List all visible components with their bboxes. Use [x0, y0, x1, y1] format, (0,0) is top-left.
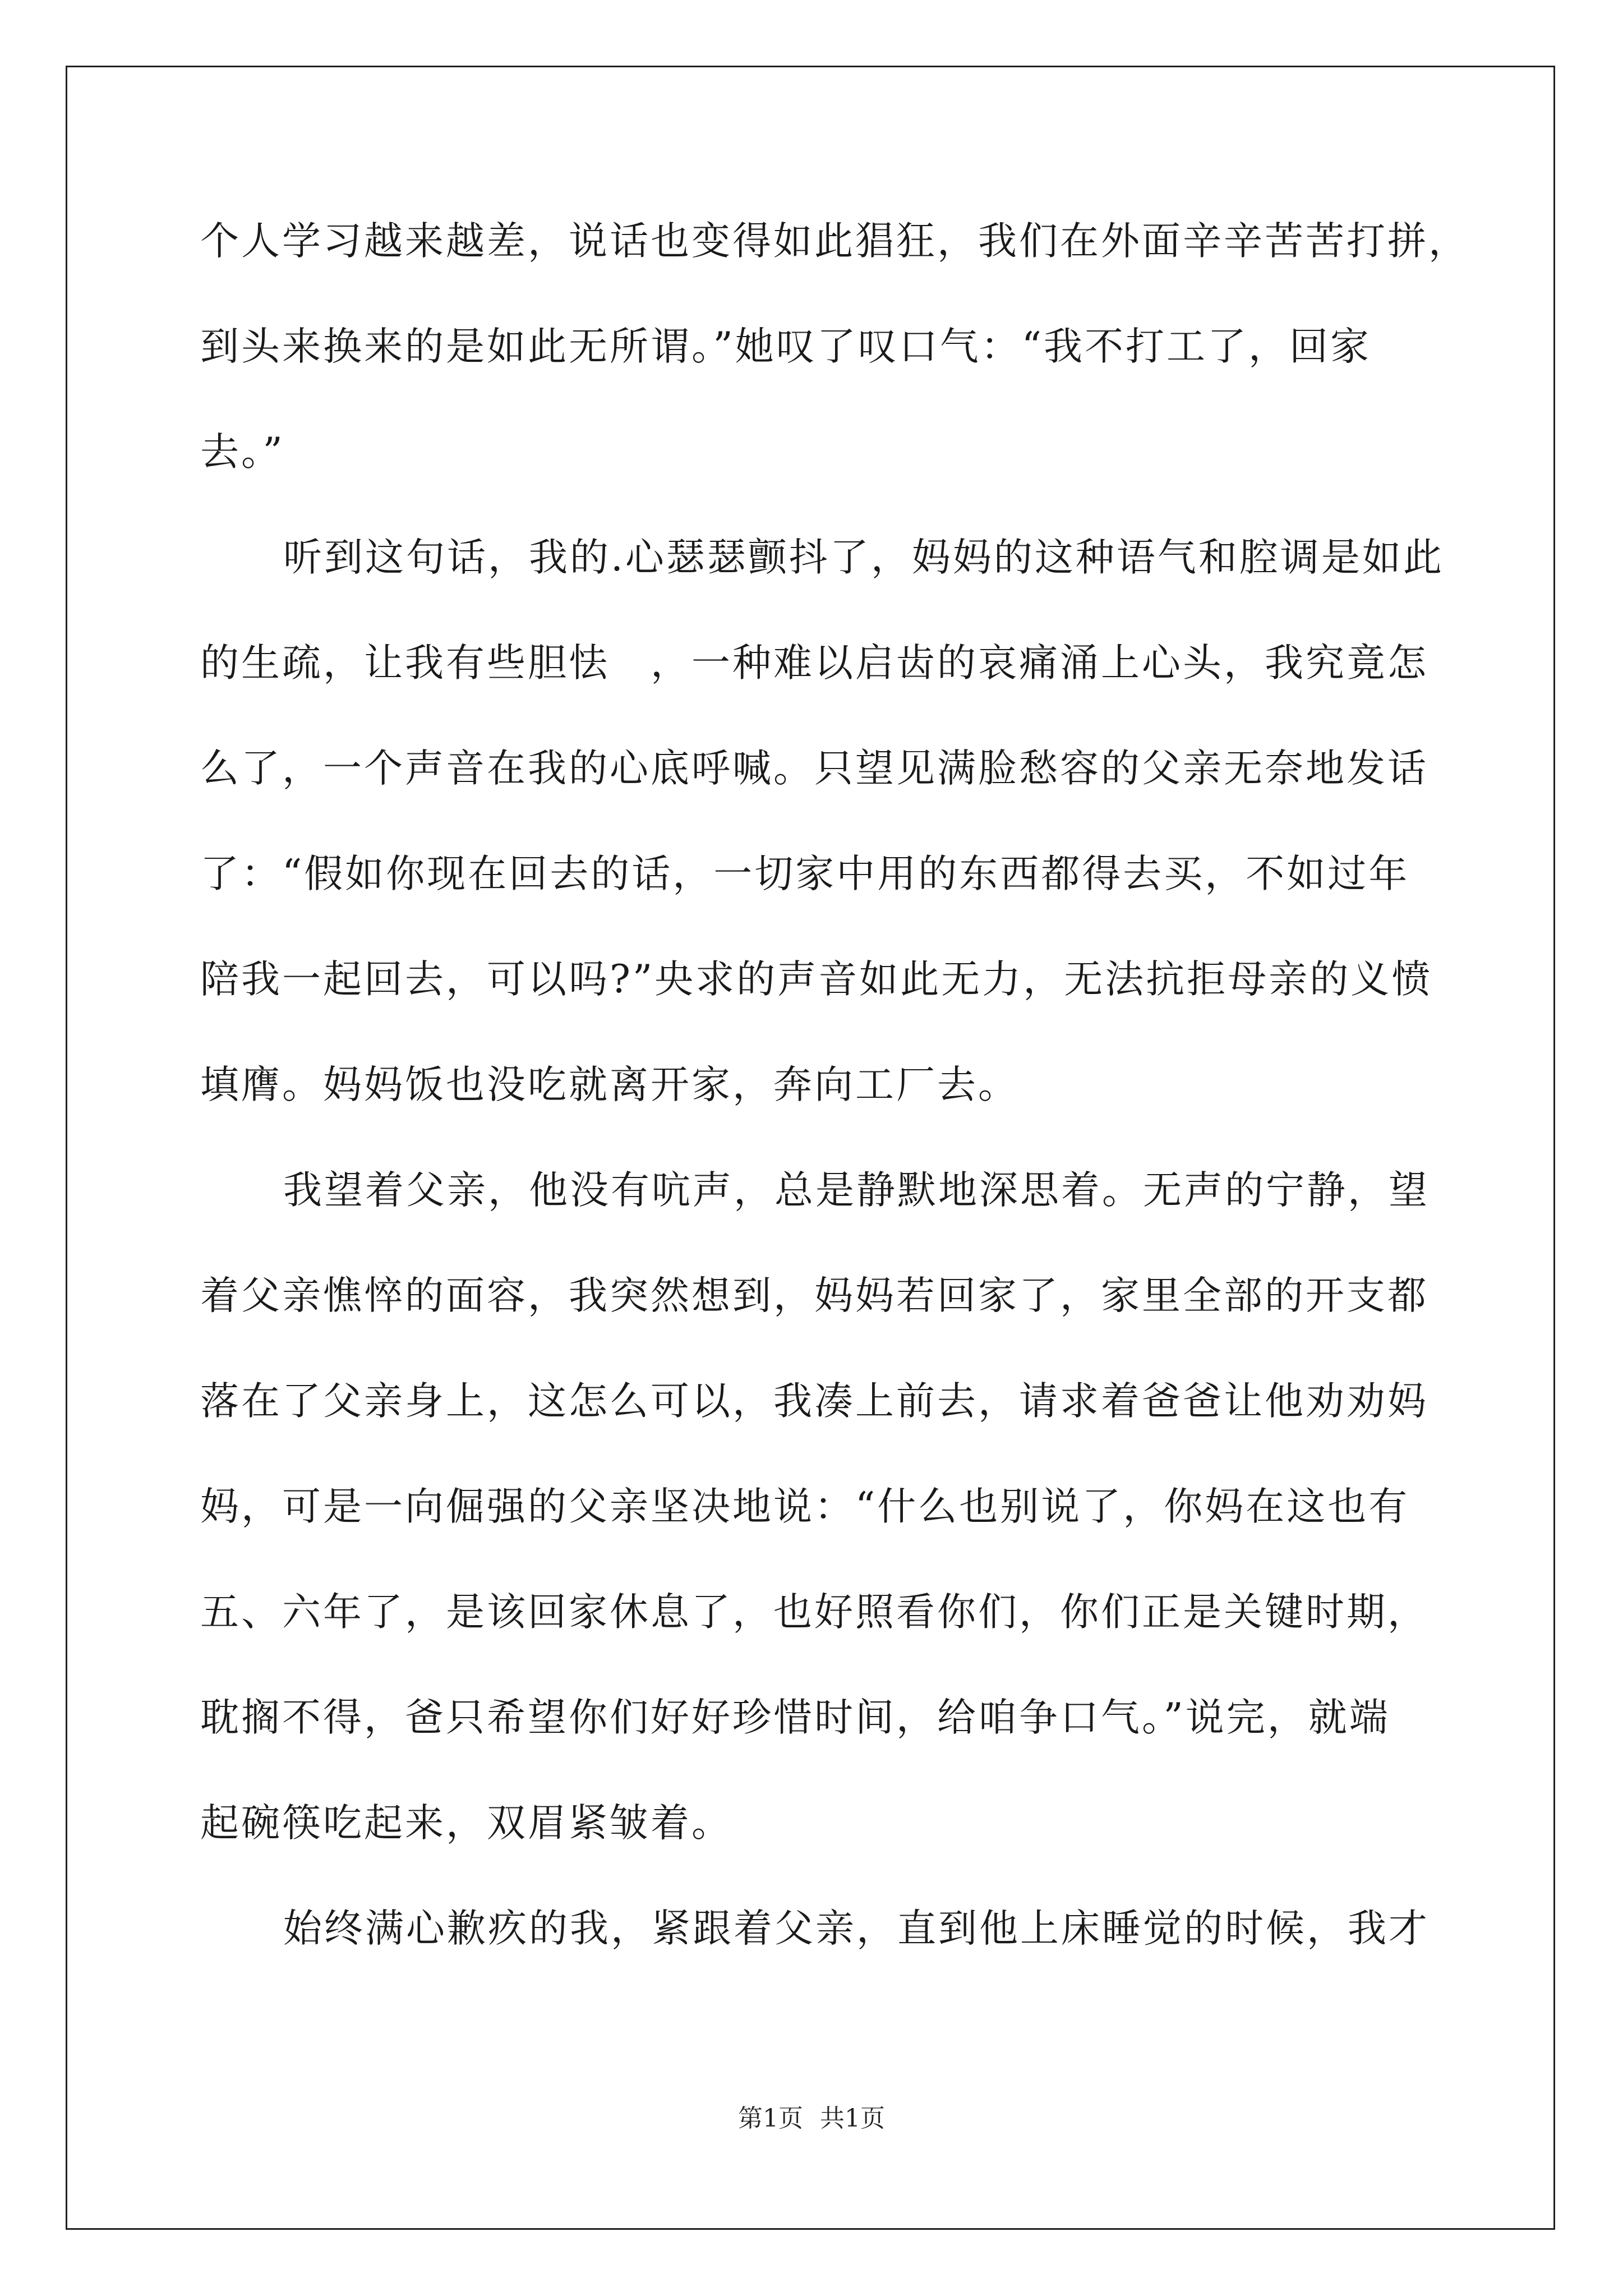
text-line: 的生疏，让我有些胆怯 ，一种难以启齿的哀痛涌上心头，我究竟怎	[200, 641, 1428, 685]
paragraph-start-line: 听到这句话，我的.心瑟瑟颤抖了，妈妈的这种语气和腔调是如此	[283, 535, 1444, 580]
text-line: 妈，可是一向倔强的父亲坚决地说：“什么也别说了，你妈在这也有	[200, 1484, 1410, 1529]
text-line: 落在了父亲身上，这怎么可以，我凑上前去，请求着爸爸让他劝劝妈	[200, 1379, 1428, 1424]
page-number: 第1页	[738, 2104, 803, 2133]
text-line: 了：“假如你现在回去的话，一切家中用的东西都得去买，不如过年	[200, 852, 1410, 896]
text-line: 起碗筷吃起来，双眉紧皱着。	[200, 1801, 732, 1846]
document-body	[200, 213, 1469, 2006]
text-line: 填膺。妈妈饭也没吃就离开家，奔向工厂去。	[200, 1062, 1019, 1107]
paragraph-start-line: 始终满心歉疚的我，紧跟着父亲，直到他上床睡觉的时候，我才	[283, 1906, 1430, 1951]
text-line: 到头来换来的是如此无所谓。”她叹了叹口气：“我不打工了，回家	[200, 324, 1372, 369]
text-line: 个人学习越来越差，说话也变得如此猖狂，我们在外面辛辛苦苦打拼，	[200, 219, 1469, 264]
text-line: 耽搁不得，爸只希望你们好好珍惜时间，给咱争口气。”说完，就端	[200, 1695, 1390, 1740]
text-line: 着父亲憔悴的面容，我突然想到，妈妈若回家了，家里全部的开支都	[200, 1273, 1428, 1318]
text-line: 五、六年了，是该回家休息了，也好照看你们，你们正是关键时期，	[200, 1590, 1428, 1635]
page-total: 共1页	[820, 2104, 885, 2133]
page-footer	[0, 2098, 1623, 2134]
text-line: 陪我一起回去，可以吗?”央求的声音如此无力，无法抗拒母亲的义愤	[200, 957, 1433, 1002]
text-line: 去。”	[200, 430, 285, 475]
paragraph-start-line: 我望着父亲，他没有吭声，总是静默地深思着。无声的宁静，望	[283, 1168, 1430, 1213]
text-line: 么了，一个声音在我的心底呼喊。只望见满脸愁容的父亲无奈地发话	[200, 746, 1428, 791]
